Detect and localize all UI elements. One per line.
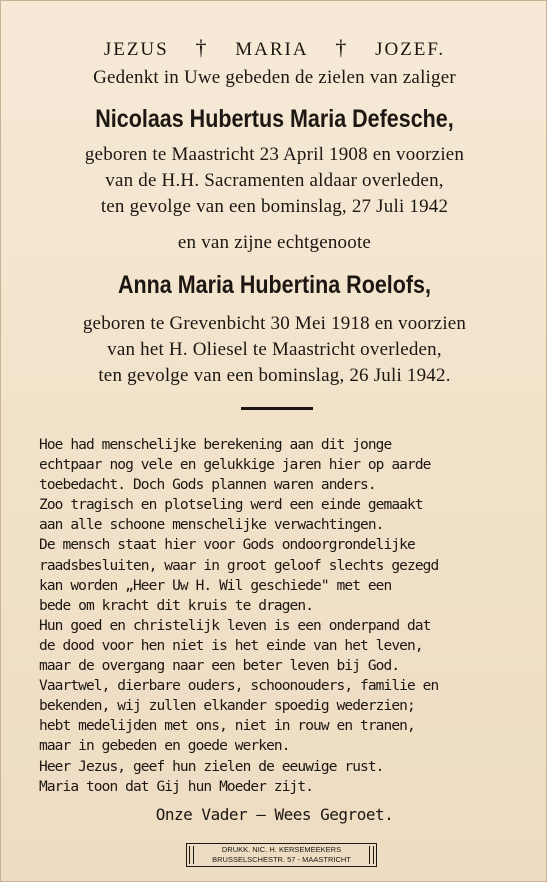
intro-text: Gedenkt in Uwe gebeden de zielen van zaliger [93,67,456,88]
header-word-jezus: JEZUS [103,39,169,60]
text-line: de dood voor hen niet is het einde van het leven, [39,637,423,654]
text-line: bekenden, wij zullen elkander spoedig wederzien; [39,698,415,715]
person1-birth: geboren te Maastricht 23 April 1908 en voorzien [84,144,465,165]
person1-death: ten gevolge van een bominslag, 27 Juli 1942 [100,196,449,217]
text-line: raadsbesluiten, waar in groot geloof slechts gezegd [39,557,439,574]
text-line: echtpaar nog vele en gelukkige jaren hier op aarde [39,457,431,474]
text-line: Vaartwel, dierbare ouders, schoonouders, familie en [39,678,439,695]
text-line: bede om kracht dit kruis te dragen. [39,597,314,614]
connector-text: en van zijne echtgenoote [177,232,372,253]
printer-name: DRUKK. NIC. H. KERSEMEEKERS [221,845,342,854]
header-word-maria: MARIA [235,39,309,60]
person1-sacraments: van de H.H. Sacramenten aldaar overleden, [105,170,444,191]
closing-prayers: Onze Vader — Wees Gegroet. [155,805,394,824]
text-line: Zoo tragisch en plotseling werd een einde gemaakt [39,497,423,514]
text-line: maar de overgang naar een beter leven bij God. [39,658,400,675]
cross-icon: † [195,35,209,60]
cross-icon: † [335,35,349,60]
person2-name: Anna Maria Hubertina Roelofs, [117,271,431,299]
text-line: maar in gebeden en goede werken. [39,738,290,755]
header-invocation [1,35,547,61]
person1-name: Nicolaas Hubertus Maria Defesche, [95,105,454,133]
person2-sacraments: van het H. Oliesel te Maastricht overleden, [107,339,442,360]
text-line: kan worden „Heer Uw H. Wil geschiede" met een [39,577,392,594]
text-line: aan alle schoone menschelijke verwachtingen. [39,517,384,534]
text-line: toebedacht. Doch Gods plannen waren anders. [39,477,376,494]
text-line: Hoe had menschelijke berekening aan dit jonge [39,437,392,453]
person2-birth: geboren te Grevenbicht 30 Mei 1918 en voorzien [82,313,467,334]
person2-death: ten gevolge van een bominslag, 26 Juli 1942. [98,365,451,386]
printer-imprint [186,843,377,867]
text-line: hebt medelijden met ons, niet in rouw en tranen, [39,718,415,735]
text-line: Heer Jezus, geef hun zielen de eeuwige rust. [39,758,384,775]
divider-rule [241,407,313,410]
header-word-jozef: JOZEF. [375,39,446,60]
memorial-text [39,435,523,797]
printer-address: BRUSSELSCHESTR. 57 - MAASTRICHT [212,855,351,864]
text-line: Hun goed en christelijk leven is een onderpand dat [39,617,431,634]
text-line: De mensch staat hier voor Gods ondoorgrondelijke [39,537,415,554]
text-line: Maria toon dat Gij hun Moeder zijt. [39,778,314,795]
